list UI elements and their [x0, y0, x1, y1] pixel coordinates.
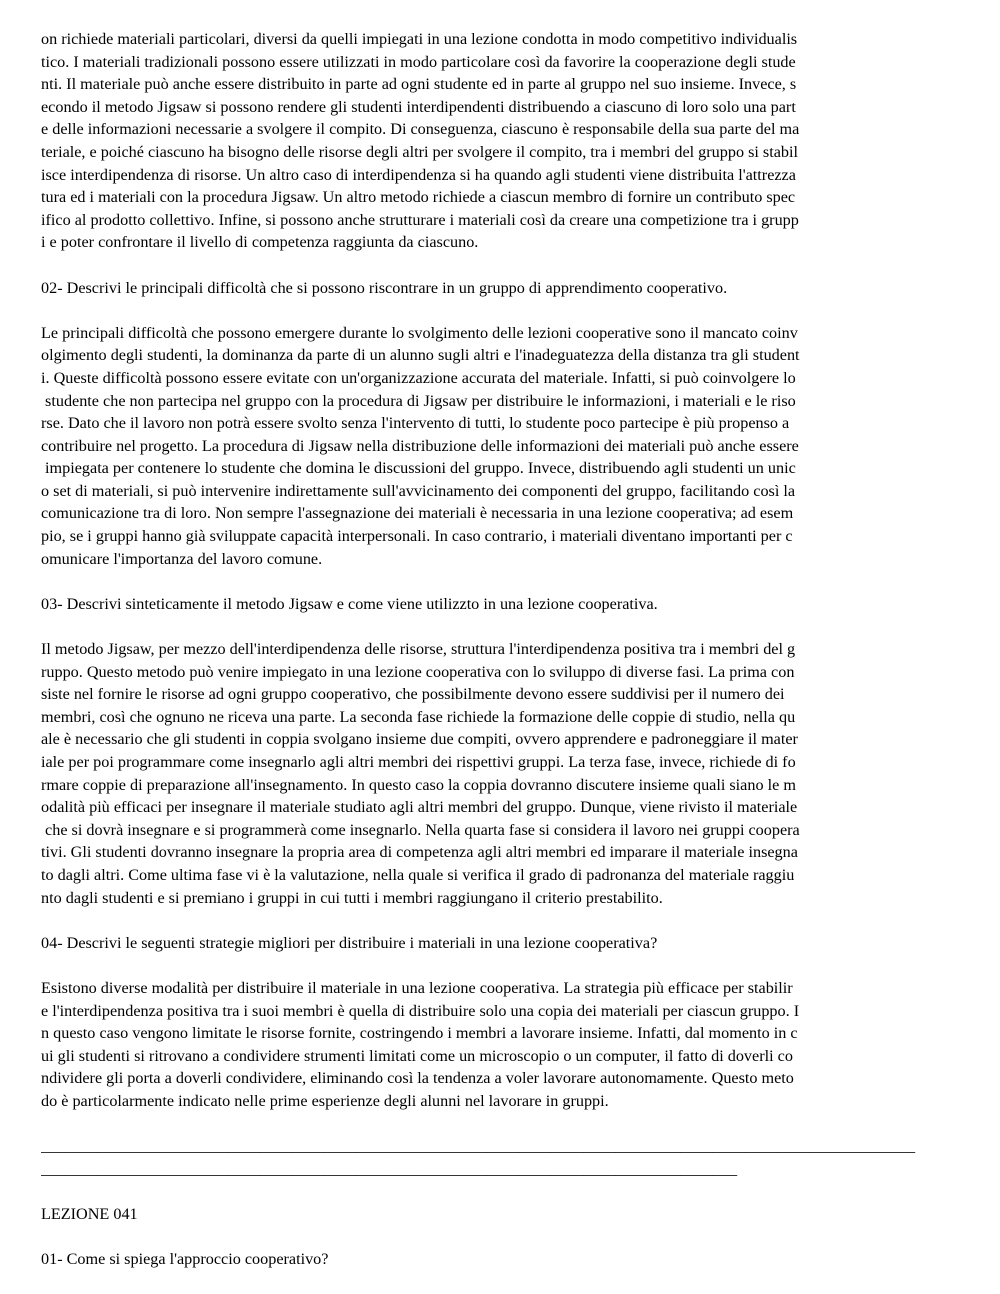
blank-line [41, 570, 959, 593]
text-line: iale per poi programmare come insegnarlo agli altri membri dei rispettivi gruppi. La terza fase, invece, richiede di fo [41, 753, 796, 771]
text-line: nto dagli studenti e si premiano i gruppi in cui tutti i membri raggiungano il criterio prestabilito. [41, 888, 663, 907]
text-line: che si dovrà insegnare e si programmerà come insegnarlo. Nella quarta fase si considera il lavoro nei gruppi coopera [41, 820, 800, 839]
text-line: tura ed i materiali con la procedura Jigsaw. Un altro metodo richiede a ciascun membro di fornire un contributo spec [41, 188, 796, 207]
question-heading: 01- Come si spiega l'approccio cooperativo? [41, 1250, 329, 1269]
text-line: to dagli altri. Come ultima fase vi è la valutazione, nella quale si verifica il grado di padronanza del materiale raggiu [41, 865, 795, 884]
text-line: tivi. Gli studenti dovranno insegnare la propria area di competenza agli altri membri ed imparare il materiale insegna [41, 843, 798, 862]
lesson-heading: LEZIONE 041 [41, 1204, 138, 1223]
text-line: 02- Descrivi le principali difficoltà che si possono riscontrare in un gruppo di apprendimento cooperativo. [41, 278, 728, 297]
text-line: tico. I materiali tradizionali possono essere utilizzati in modo particolare così da favorire la cooperazione degli stude [41, 52, 796, 71]
answer-paragraph [41, 28, 959, 254]
text-line: ndividere gli porta a doverli condividere, eliminando così la tendenza a voler lavorare autonomamente. Questo meto [41, 1069, 794, 1088]
text-line: 03- Descrivi sinteticamente il metodo Jigsaw e come viene utilizzto in una lezione cooperativa. [41, 594, 658, 613]
blank-line [41, 299, 959, 322]
question-heading [41, 932, 959, 955]
text-line: Le principali difficoltà che possono emergere durante lo svolgimento delle lezioni cooperative sono il mancato coinv [41, 323, 798, 342]
text-line: ruppo. Questo metodo può venire impiegato in una lezione cooperativa con lo sviluppo di diverse fasi. La prima con [41, 662, 795, 681]
text-line: pio, se i gruppi hanno già sviluppate capacità interpersonali. In caso contrario, i materiali diventano importanti per c [41, 527, 793, 546]
question-heading [41, 277, 959, 300]
text-line: comunicazione tra di loro. Non sempre l'assegnazione dei materiali è necessaria in una lezione cooperativa; ad esem [41, 504, 794, 523]
text-line: ale è necessario che gli studenti in coppia svolgano insieme due compiti, ovvero apprendere e padroneggiare il mater [41, 730, 798, 749]
separator-rule-1: ____________________________________________________________________________________________________________ [41, 1137, 916, 1156]
blank-line [41, 1225, 959, 1248]
separator-rule-2: ______________________________________________________________________________________ [41, 1159, 738, 1178]
answer-paragraph [41, 977, 959, 1113]
text-line: membri, così che ognuno ne riceva una parte. La seconda fase richiede la formazione delle coppie di studio, nella qu [41, 707, 796, 726]
text-line: n questo caso vengono limitate le risorse fornite, costringendo i membri a lavorare insieme. Infatti, dal momento in c [41, 1024, 798, 1043]
text-line: on richiede materiali particolari, diversi da quelli impiegati in una lezione condotta in modo competitivo individualis [41, 30, 798, 48]
text-line: isce interdipendenza di risorse. Un altro caso di interdipendenza si ha quando agli studenti viene distribuita l'attrezza [41, 165, 796, 184]
text-line: do è particolarmente indicato nelle prime esperienze degli alunni nel lavorare in gruppi. [41, 1091, 609, 1110]
text-line: ifico al prodotto collettivo. Infine, si possono anche strutturare i materiali così da creare una competizione tra i grupp [41, 210, 799, 229]
text-line: contribuire nel progetto. La procedura di Jigsaw nella distribuzione delle informazioni dei materiali può anche essere [41, 436, 799, 455]
text-line: i e poter confrontare il livello di competenza raggiunta da ciascuno. [41, 233, 479, 252]
blank-line [41, 254, 959, 277]
text-line: 04- Descrivi le seguenti strategie migliori per distribuire i materiali in una lezione cooperativa? [41, 933, 658, 952]
text-line: odalità più efficaci per insegnare il materiale studiato agli altri membri del gruppo. Dunque, viene rivisto il materiale [41, 798, 798, 817]
text-line: teriale, e poiché ciascuno ha bisogno delle risorse degli altri per svolgere il compito, tra i membri del gruppo si stabil [41, 142, 799, 161]
text-line: ui gli studenti si ritrovano a condividere strumenti limitati come un microscopio o un computer, il fatto di doverli co [41, 1046, 793, 1065]
answer-paragraph [41, 322, 959, 571]
document-page [41, 28, 959, 1271]
text-line: nti. Il materiale può anche essere distribuito in parte ad ogni studente ed in parte al gruppo nel suo insieme. Invece, s [41, 75, 797, 94]
text-line: studente che non partecipa nel gruppo con la procedura di Jigsaw per distribuire le informazioni, i materiali e le riso [41, 391, 796, 410]
blank-line [41, 1180, 959, 1203]
text-line: omunicare l'importanza del lavoro comune. [41, 549, 323, 568]
document-body [41, 28, 959, 1113]
text-line: impiegata per contenere lo studente che domina le discussioni del gruppo. Invece, distribuendo agli studenti un unic [41, 459, 796, 478]
blank-line [41, 1113, 959, 1136]
text-line: e delle informazioni necessarie a svolgere il compito. Di conseguenza, ciascuno è responsabile della sua parte del ma [41, 120, 800, 139]
answer-paragraph [41, 638, 959, 909]
text-line: siste nel fornire le risorse ad ogni gruppo cooperativo, che possibilmente devono essere suddivisi per il numero dei [41, 685, 785, 704]
blank-line [41, 954, 959, 977]
text-line: Il metodo Jigsaw, per mezzo dell'interdipendenza delle risorse, struttura l'interdipendenza positiva tra i membri del g [41, 640, 796, 659]
text-line: rse. Dato che il lavoro non potrà essere svolto senza l'intervento di tutti, lo studente poco partecipe è più propenso a [41, 414, 790, 433]
text-line: olgimento degli studenti, la dominanza da parte di un alunno sugli altri e l'inadeguatezza della distanza tra gli student [41, 346, 800, 365]
blank-line [41, 909, 959, 932]
text-line: e l'interdipendenza positiva tra i suoi membri è quella di distribuire solo una copia dei materiali per ciascun gruppo. I [41, 1001, 800, 1020]
text-line: Esistono diverse modalità per distribuire il materiale in una lezione cooperativa. La strategia più efficace per stabilir [41, 978, 793, 997]
blank-line [41, 615, 959, 638]
question-heading [41, 593, 959, 616]
text-line: o set di materiali, si può intervenire indirettamente sull'avvicinamento dei componenti del gruppo, facilitando così la [41, 481, 796, 500]
text-line: rmare coppie di preparazione all'insegnamento. In questo caso la coppia dovranno discutere insieme quali siano le m [41, 775, 796, 794]
text-line: i. Queste difficoltà possono essere evitate con un'organizzazione accurata del materiale. Infatti, si può coinvolgere lo [41, 368, 796, 387]
text-line: econdo il metodo Jigsaw si possono rendere gli studenti interdipendenti distribuendo a ciascuno di loro solo una part [41, 97, 796, 116]
